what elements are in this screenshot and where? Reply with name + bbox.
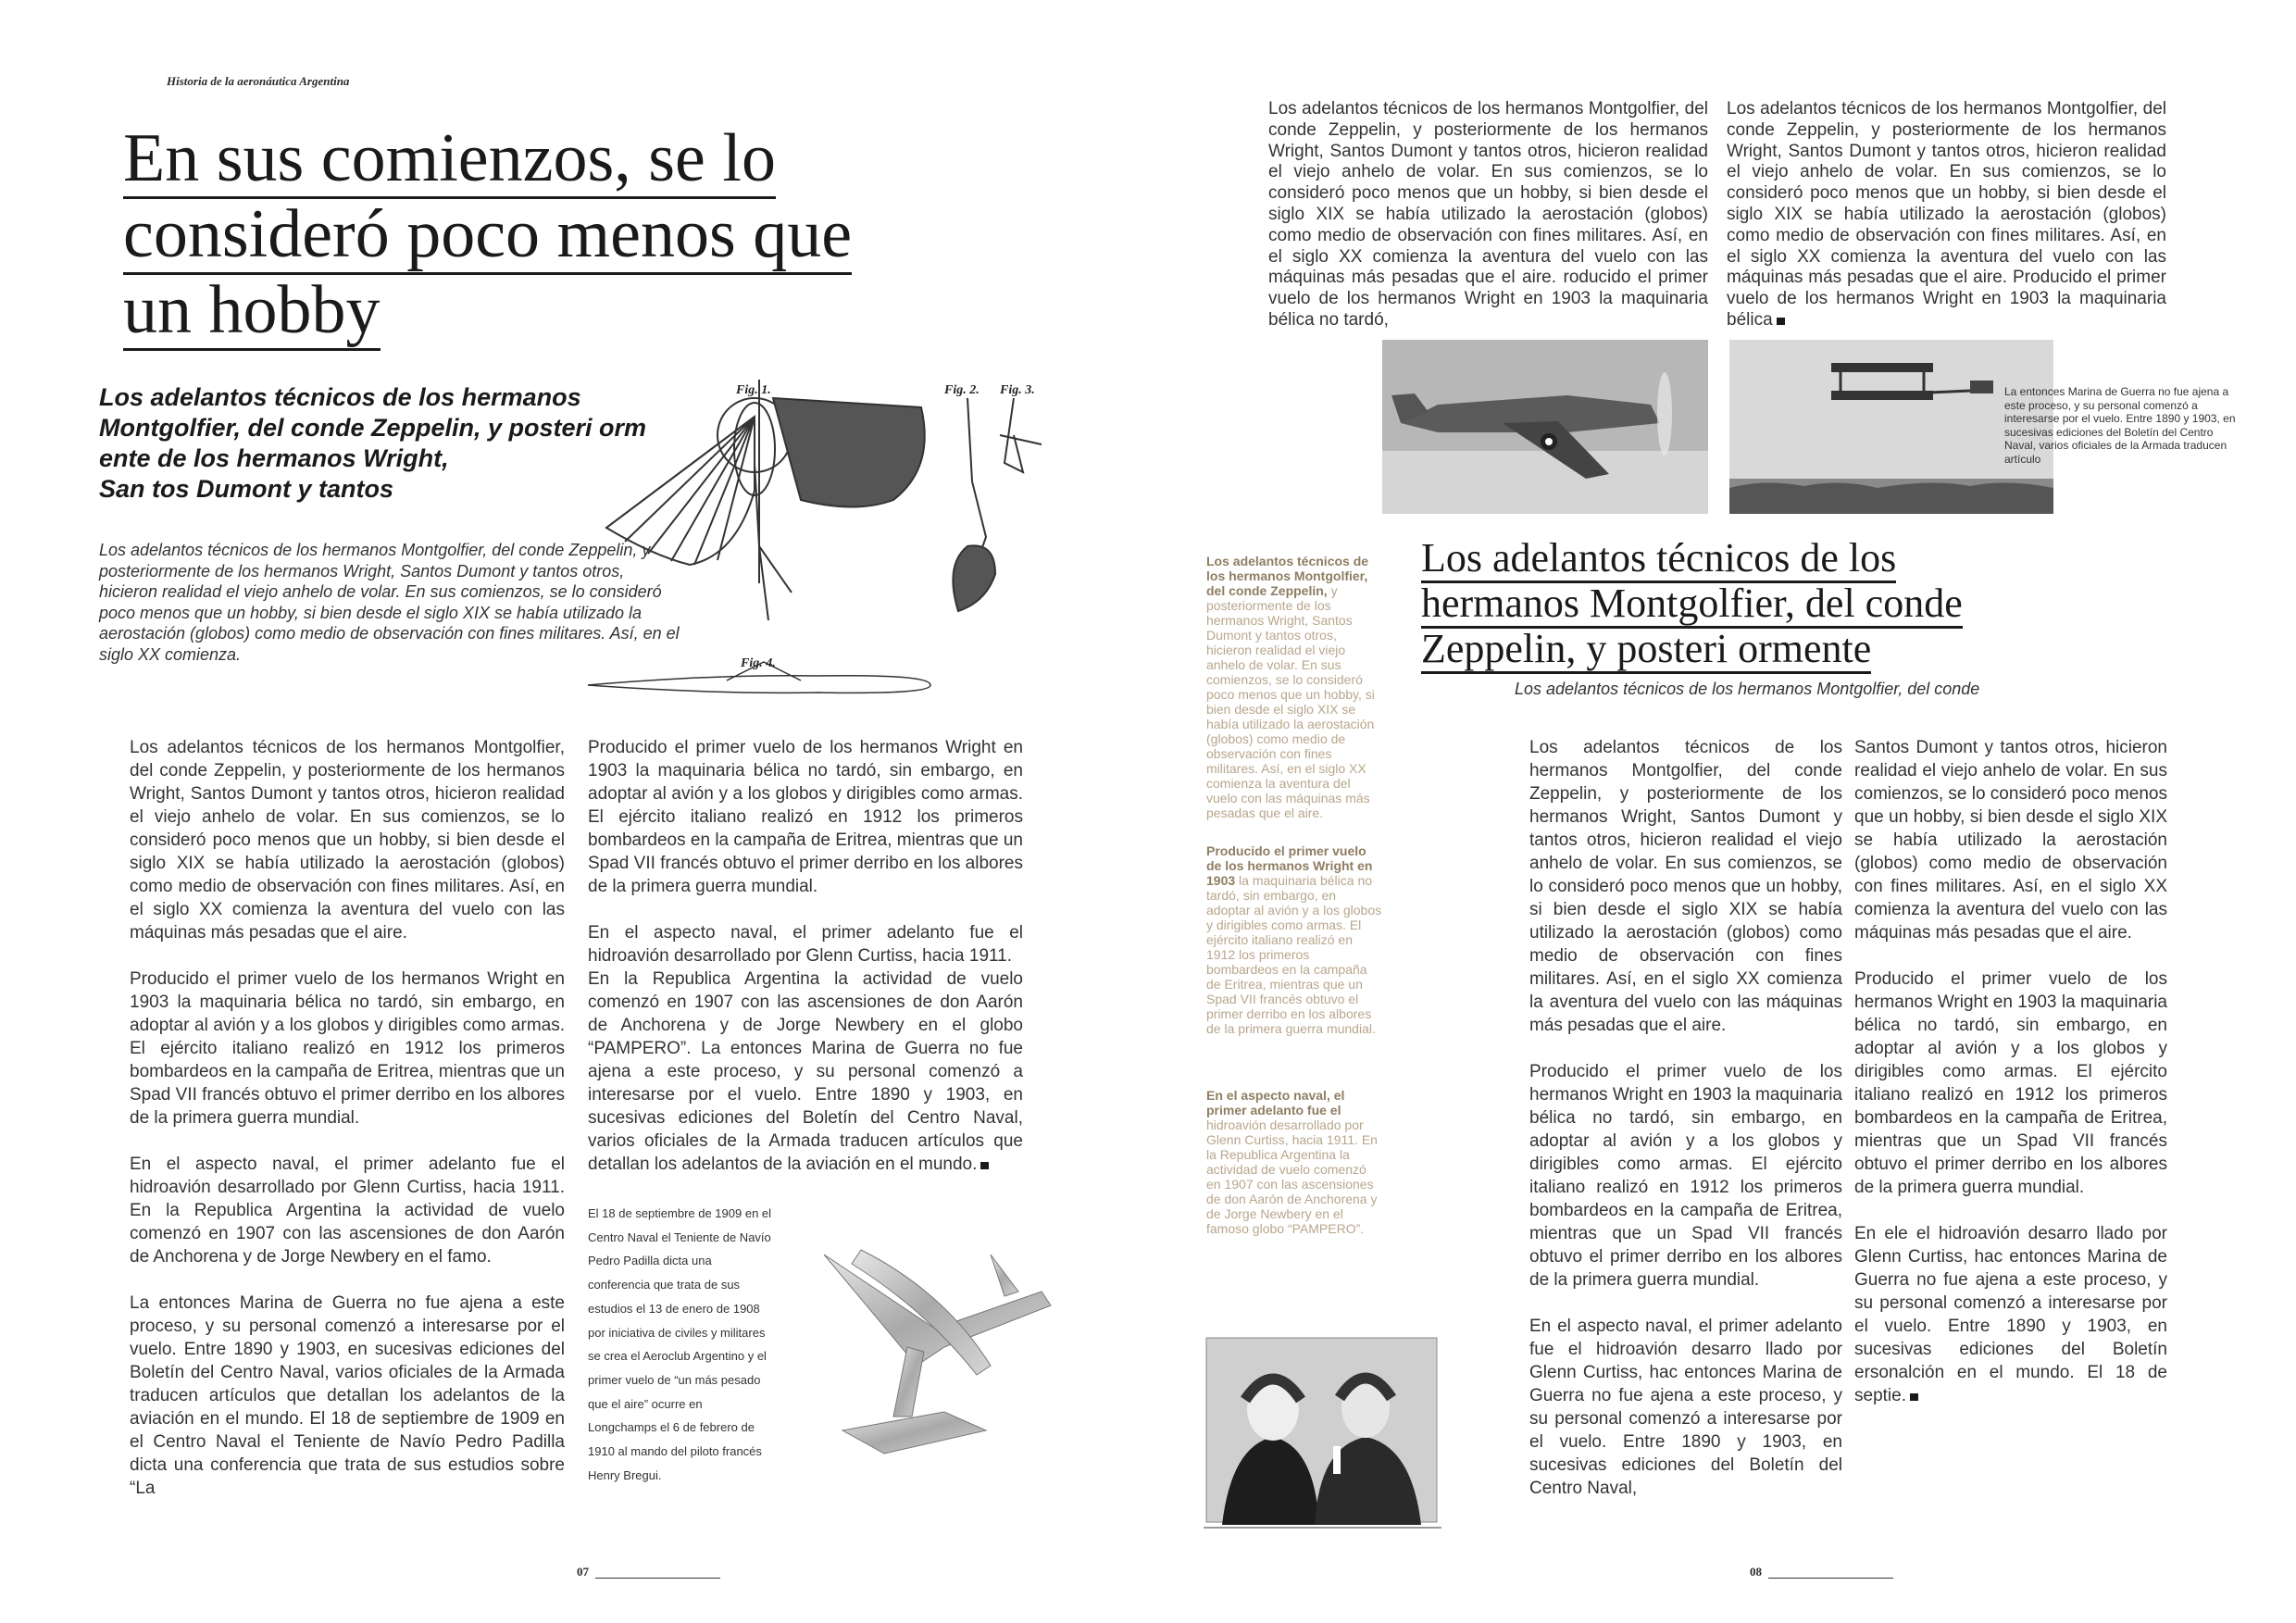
headline-line-3: un hobby (123, 272, 381, 351)
section-subheadline: Los adelantos técnicos de los hermanos Montgolfier, del conde (1515, 680, 1980, 698)
sidebar-note (1206, 554, 1382, 820)
lead-bold-line: ente de los hermanos Wright, (99, 444, 449, 472)
page-number-rule (1768, 1578, 1893, 1579)
headline-line-1: En sus comienzos, se lo (123, 120, 776, 199)
end-mark-icon (980, 1162, 989, 1169)
lead-bold-line: Los adelantos técnicos de los hermanos (99, 383, 581, 411)
end-mark-icon (1777, 318, 1785, 325)
paragraph: La entonces Marina de Guerra no fue ajena a este proceso, y su personal comenzó a interesarse por el vuelo. Entre 1890 y 1903, en sucesivas ediciones del Boletín del Centro Naval, varios oficiales de la Armada traducen artículos que detallan los adelantos de la aviación en el mundo. El 18 de septiembre de 1909 en el Centro Naval el Teniente de Navío Pedro Padilla dicta una conferencia que trata de sus estudios sobre “La (130, 1293, 565, 1498)
paragraph-text: En la Republica Argentina la actividad de vuelo comenzó en 1907 con las ascensiones de don Aarón de Anchorena y de Jorge Newbery en el globo “PAMPERO”. La entonces Marina de Guerra no fue ajena a este proceso, y su personal comenzó a interesarse por el vuelo. Entre 1890 y 1903, en sucesivas ediciones del Boletín del Centro Naval, varios oficiales de la Armada traducen artículos que detallan los adelantos de la aviación en el mundo. (588, 969, 1023, 1174)
model-plane-caption: El 18 de septiembre de 1909 en el Centro Naval el Teniente de Navío Pedro Padilla dicta una conferencia que trata de sus estudios el 13 de enero de 1908 por iniciativa de civiles y militares se crea el Aeroclub Argentino y el primer vuelo de “un más pesado que el aire” ocurre en Longchamps el 6 de febrero de 1910 al mando del piloto francés Henry Bregui. (588, 1206, 772, 1482)
running-header: Historia de la aeronáutica Argentina (167, 74, 350, 88)
fighter-plane-photo (1382, 340, 1708, 514)
sidebar-note-bold: En el aspecto naval, el primer adelanto fue el (1206, 1088, 1345, 1117)
photo-caption: La entonces Marina de Guerra no fue ajena a este proceso, y su personal comenzó a interesarse por el vuelo. Entre 1890 y 1903, en sucesivas ediciones del Boletín del Centro Naval, varios oficiales de la Armada traducen artículo (2004, 385, 2236, 466)
paragraph: Producido el primer vuelo de los hermanos Wright en 1903 la maquinaria bélica no tardó, sin embargo, en adoptar al avión y a los globos y dirigibles como armas. El ejército italiano realizó en 1912 los primeros bombardeos en la campaña de Eritrea, mientras que un Spad VII francés obtuvo el primer derribo en los albores de la primera guerra mundial. (588, 738, 1023, 896)
section-headline (1421, 535, 2180, 671)
paragraph: Producido el primer vuelo de los hermanos Wright en 1903 la maquinaria bélica no tardó, sin embargo, en adoptar al avión y a los globos y dirigibles como armas. El ejército italiano realizó en 1912 los primeros bombardeos en la campaña de Eritrea, mientras que un Spad VII francés obtuvo el primer derribo en los albores de la primera guerra mundial. (130, 969, 565, 1128)
left-column-1 (130, 736, 565, 1523)
fig4-label: Fig. 4. (741, 656, 776, 670)
sidebar-note (1206, 1088, 1382, 1236)
lead-bold-line: Montgolfier, del conde Zeppelin, y posteri orm (99, 414, 647, 442)
sidebar-note-text: hidroavión desarrollado por Glenn Curtiss, hacia 1911. En la Republica Argentina la actividad de vuelo comenzó en 1907 con las ascensiones de don Aarón de Anchorena y de Jorge Newbery en el famoso globo “PAMPERO”. (1206, 1117, 1378, 1236)
headline-line-2: consideró poco menos que (123, 196, 852, 275)
page-number-rule (595, 1578, 720, 1579)
photo-rule (1204, 1527, 1441, 1529)
fig2-label: Fig. 2. (944, 383, 980, 397)
model-airplane-photo (805, 1236, 1065, 1458)
paragraph-text: Los adelantos técnicos de los hermanos Montgolfier, del conde Zeppelin, y posteriormente de los hermanos Wright, Santos Dumont y tantos otros, hicieron realidad el viejo anhelo de volar. En sus comienzos, se lo consideró poco menos que un hobby, si bien desde el siglo XIX se había utilizado la aerostación (globos) como medio de observación con fines militares. Así, en el siglo XX comienza la aventura del vuelo con las máquinas más pesadas que el aire. Producido el primer vuelo de los hermanos Wright en 1903 la maquinaria bélica (1727, 99, 2166, 330)
section-headline-line-2: hermanos Montgolfier, del conde (1421, 581, 1963, 629)
paragraph: Los adelantos técnicos de los hermanos Montgolfier, del conde Zeppelin, y posteriormente de los hermanos Wright, Santos Dumont y tantos otros, hicieron realidad el viejo anhelo de volar. En sus comienzos, se lo consideró poco menos que un hobby, si bien desde el siglo XIX se había utilizado la aerostación (globos) como medio de observación con fines militares. Así, en el siglo XX comienza la aventura del vuelo con las máquinas más pesadas que el aire. (130, 738, 565, 943)
right-top-column-1: Los adelantos técnicos de los hermanos Montgolfier, del conde Zeppelin, y posteriormente de los hermanos Wright, Santos Dumont y tantos otros, hicieron realidad el viejo anhelo de volar. En sus comienzos, se lo consideró poco menos que un hobby, si bien desde el siglo XIX se había utilizado la aerostación (globos) como medio de observación con fines militares. Así, en el siglo XX comienza la aventura del vuelo con las máquinas más pesadas que el aire. roducido el primer vuelo de los hermanos Wright en 1903 la maquinaria bélica no tardó, (1268, 99, 1708, 330)
paragraph: Los adelantos técnicos de los hermanos Montgolfier, del conde Zeppelin, y posteriormente de los hermanos Wright, Santos Dumont y tantos otros, hicieron realidad el viejo anhelo de volar. En sus comienzos, se lo consideró poco menos que un hobby, si bien desde el siglo XIX se había utilizado la aerostación (globos) como medio de observación con fines militares. Así, en el siglo XX comienza la aventura del vuelo con las máquinas más pesadas que el aire. (1529, 738, 1842, 1035)
end-mark-icon (1910, 1393, 1918, 1401)
section-headline-line-1: Los adelantos técnicos de los (1421, 535, 1896, 583)
paragraph-text: En ele el hidroavión desarro llado por Glenn Curtiss, hac entonces Marina de Guerra no fue ajena a este proceso, y su personal comenzó a interesarse por el vuelo. Entre 1890 y 1903, en sucesivas ediciones del Boletín ersonalción en el mundo. El 18 de septie. (1854, 1224, 2167, 1405)
right-top-column-2 (1727, 99, 2166, 331)
paragraph (588, 968, 1023, 1176)
sidebar-note (1206, 843, 1382, 1036)
sidebar-note-text: y posteriormente de los hermanos Wright, Santos Dumont y tantos otros, hicieron realidad el viejo anhelo de volar. En sus comienzos, se lo consideró poco menos que un hobby, si bien desde el siglo XIX se había utilizado la aerostación (globos) como medio de observación con fines militares. Así, en el siglo XX comienza la aventura del vuelo con las máquinas más pesadas que el aire. (1206, 583, 1375, 820)
page-number-right: 08 (1750, 1565, 1762, 1579)
paragraph: En el aspecto naval, el primer adelanto fue el hidroavión desarro llado por Glenn Curtiss, hac entonces Marina de Guerra no fue ajena a este proceso, y su personal comenzó a interesarse por el vuelo. Entre 1890 y 1903, en sucesivas ediciones del Boletín del Centro Naval, (1529, 1317, 1842, 1498)
sidebar-note-bold: Los adelantos técnicos de los hermanos Montgolfier, del conde Zeppelin, (1206, 554, 1369, 598)
lead-bold-line: San tos Dumont y tantos (99, 475, 394, 503)
lead-bold-intro (99, 382, 673, 505)
section-headline-line-3: Zeppelin, y posteri ormente (1421, 626, 1871, 674)
left-column-2 (588, 736, 1023, 1199)
paragraph: Santos Dumont y tantos otros, hicieron realidad el viejo anhelo de volar. En sus comienzos, se lo consideró poco menos que un hobby, si bien desde el siglo XIX se había utilizado la aerostación (globos) como medio de observación con fines militares. Así, en el siglo XX comienza la aventura del vuelo con las máquinas más pesadas que el aire. (1854, 738, 2167, 943)
paragraph: Producido el primer vuelo de los hermanos Wright en 1903 la maquinaria bélica no tardó, sin embargo, en adoptar al avión y a los globos y dirigibles como armas. El ejército italiano realizó en 1912 los primeros bombardeos en la campaña de Eritrea, mientras que un Spad VII francés obtuvo el primer derribo en los albores de la primera guerra mundial. (1854, 969, 2167, 1197)
sidebar-note-text: la maquinaria bélica no tardó, sin embargo, en adoptar al avión y a los globos y dirigibles como armas. El ejército italiano realizó en 1912 los primeros bombardeos en la campaña de Eritrea, mientras que un Spad VII francés obtuvo el primer derribo en los albores de la primera guerra mundial. (1206, 873, 1382, 1036)
right-column-1 (1529, 736, 1842, 1523)
fig1-label: Fig. 1. (736, 383, 771, 397)
page-number-left: 07 (577, 1565, 589, 1579)
paragraph: En el aspecto naval, el primer adelanto fue el hidroavión desarrollado por Glenn Curtiss, hacia 1911. (588, 923, 1023, 966)
right-column-2 (1854, 736, 2167, 1430)
page-headline (123, 120, 1049, 348)
sidebar-note-bold: Producido el primer vuelo de los hermanos Wright en 1903 (1206, 843, 1373, 888)
paragraph (1854, 1222, 2167, 1407)
fig3-label: Fig. 3. (1000, 383, 1035, 397)
sidebar-notes (1206, 554, 1382, 1259)
paragraph: Producido el primer vuelo de los hermanos Wright en 1903 la maquinaria bélica no tardó, sin embargo, en adoptar al avión y a los globos y dirigibles como armas. El ejército italiano realizó en 1912 los primeros bombardeos en la campaña de Eritrea, mientras que un Spad VII francés obtuvo el primer derribo en los albores de la primera guerra mundial. (1529, 1062, 1842, 1290)
aviators-portrait-photo (1204, 1335, 1440, 1525)
lead-italic-intro: Los adelantos técnicos de los hermanos Montgolfier, del conde Zeppelin, y posteriormente de los hermanos Wright, Santos Dumont y tantos otros, hicieron realidad el viejo anhelo de volar. En sus comienzos, se lo consideró poco menos que un hobby, si bien desde el siglo XIX se había utilizado la aerostación (globos) como medio de observación con fines militares. Así, en el siglo XX comienza. (99, 541, 680, 664)
paragraph: En el aspecto naval, el primer adelanto fue el hidroavión desarrollado por Glenn Curtiss, hacia 1911. En la Republica Argentina la actividad de vuelo comenzó en 1907 con las ascensiones de don Aarón de Anchorena y de Jorge Newbery en el famo. (130, 1155, 565, 1267)
